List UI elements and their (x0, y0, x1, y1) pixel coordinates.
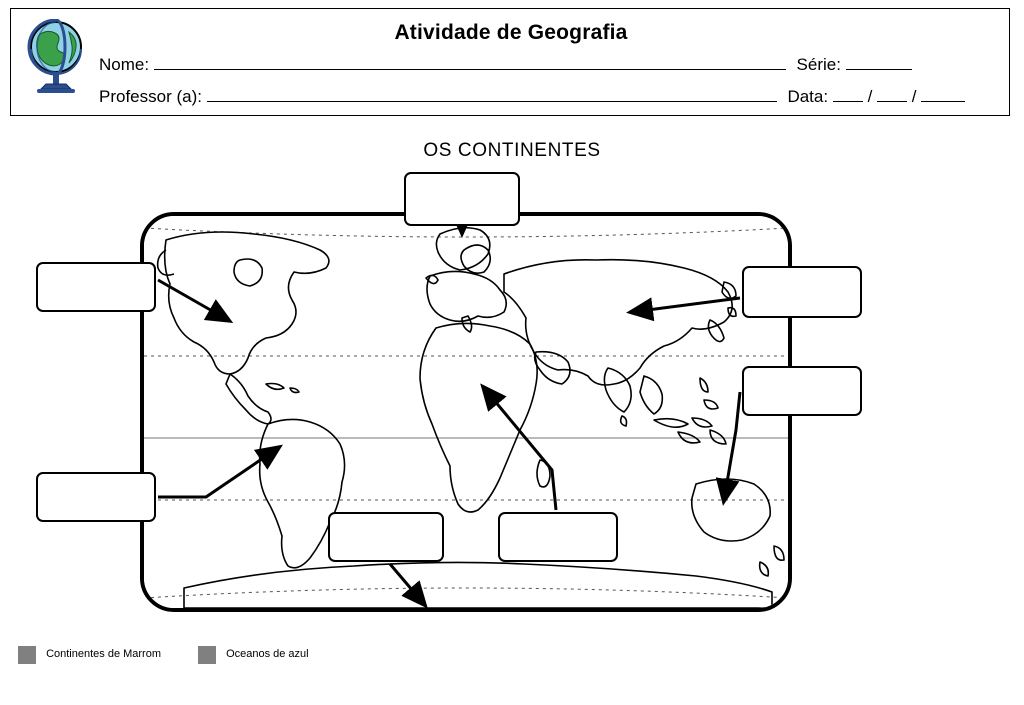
name-field-row (99, 55, 999, 81)
answer-box-north-america[interactable] (36, 262, 156, 312)
grade-input-line[interactable] (846, 55, 912, 70)
legend-label-oceans: Oceanos de azul (226, 648, 309, 660)
name-input-line[interactable] (154, 55, 786, 70)
header-block (10, 8, 1010, 116)
date-month-line[interactable] (877, 87, 907, 102)
date-year-line[interactable] (921, 87, 965, 102)
teacher-field-row (99, 87, 999, 113)
answer-box-south-america[interactable] (36, 472, 156, 522)
answer-box-asia[interactable] (742, 266, 862, 318)
page-title: Atividade de Geografia (394, 21, 628, 44)
date-day-line[interactable] (833, 87, 863, 102)
teacher-input-line[interactable] (207, 87, 777, 102)
teacher-label: Professor (a): (99, 87, 202, 106)
world-map-frame (140, 212, 792, 612)
legend-item-oceans (198, 646, 309, 668)
answer-box-north-polar[interactable] (404, 172, 520, 226)
grade-label: Série: (796, 55, 841, 74)
date-separator-2: / (911, 87, 917, 106)
date-separator-1: / (867, 87, 873, 106)
world-map (144, 216, 788, 608)
legend-swatch-continents (18, 646, 36, 664)
date-label: Data: (787, 87, 829, 106)
legend-swatch-oceans (198, 646, 216, 664)
answer-box-oceania[interactable] (742, 366, 862, 416)
legend-item-continents (18, 646, 161, 668)
activity-title: OS CONTINENTES (423, 140, 601, 161)
name-label: Nome: (99, 55, 150, 74)
answer-box-africa[interactable] (498, 512, 618, 562)
legend (18, 646, 518, 670)
legend-label-continents: Continentes de Marrom (46, 648, 162, 660)
answer-box-antarctica[interactable] (328, 512, 444, 562)
